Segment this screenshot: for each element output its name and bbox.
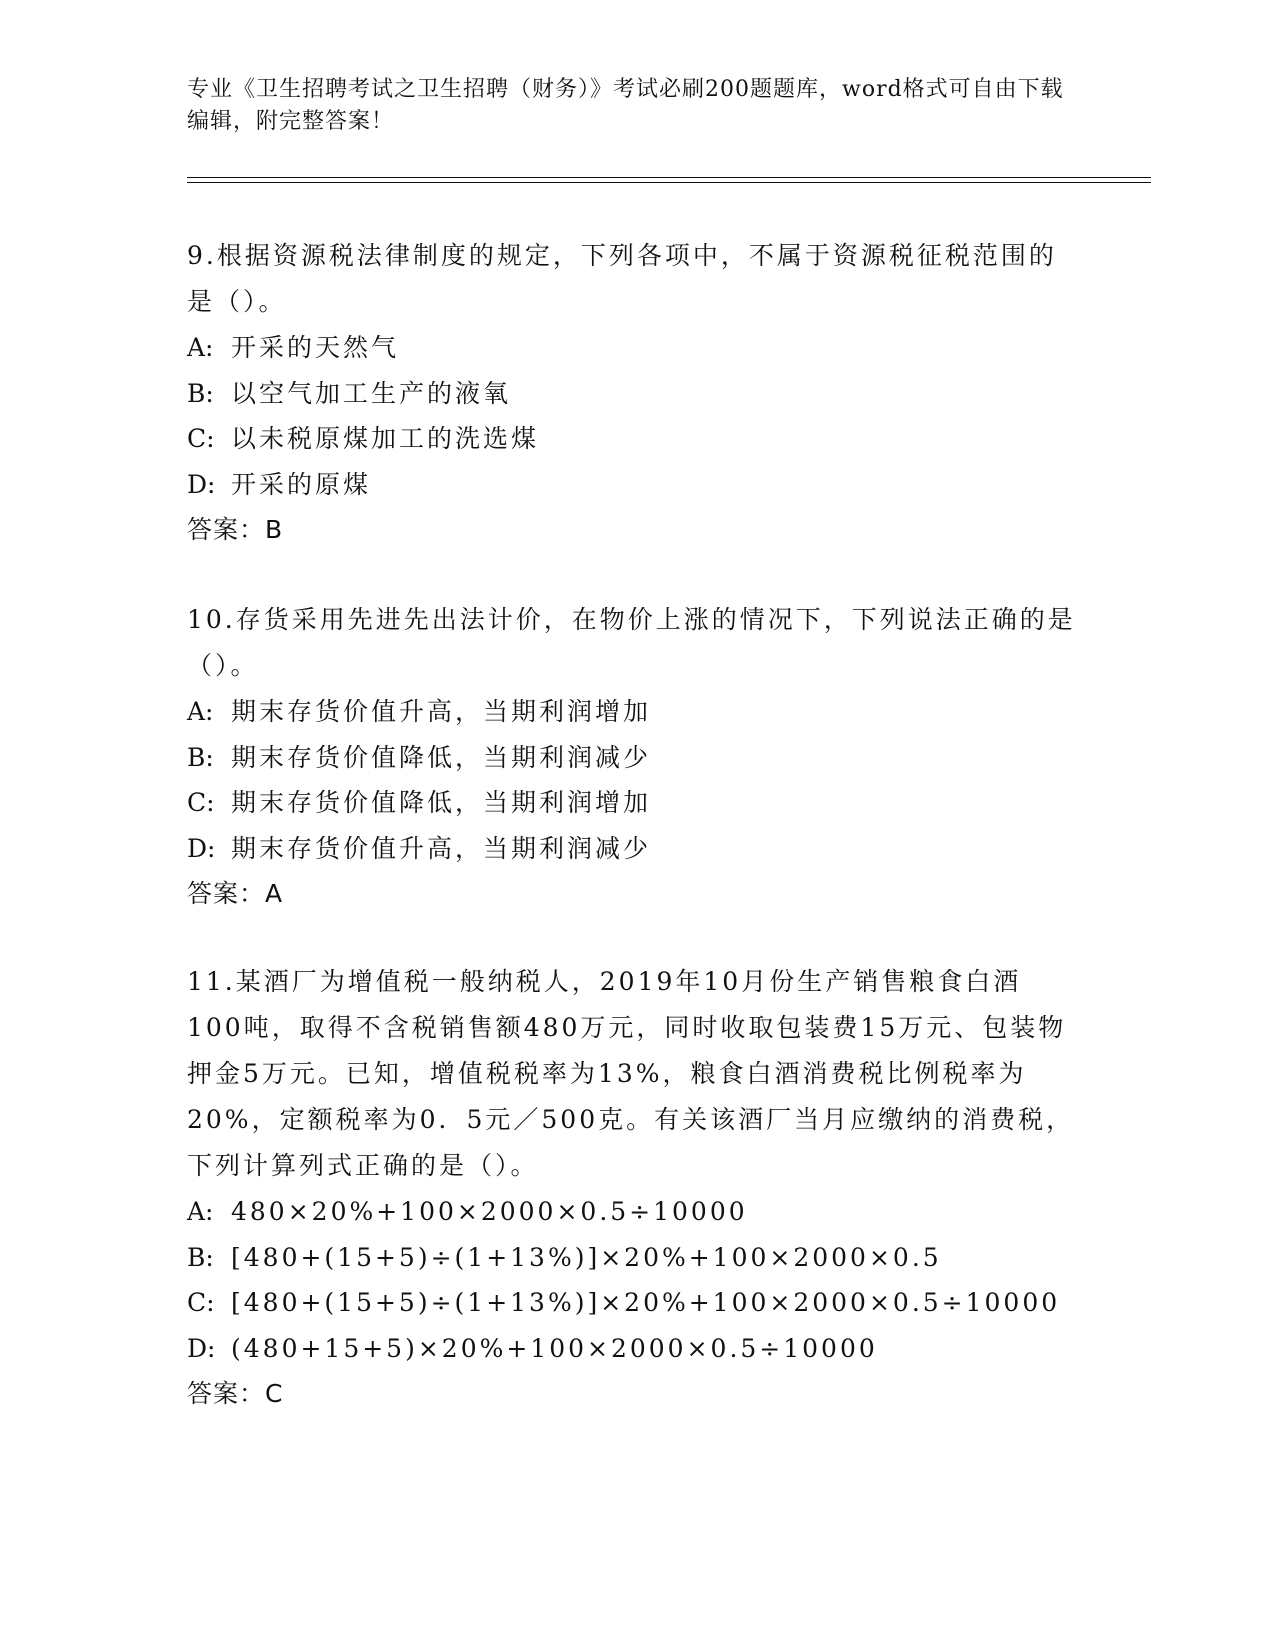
option-b [187,735,1077,781]
option-text: 期末存货价值升高，当期利润减少 [231,833,652,863]
option-d [187,462,1077,508]
answer: 答案：A [187,879,284,908]
option-label: D: [187,469,216,499]
answer: 答案：B [187,515,284,544]
option-label: B: [187,1242,214,1272]
question-stem: 10.存货采用先进先出法计价，在物价上涨的情况下，下列说法正确的是（）。 [187,605,1076,680]
option-label: C: [187,1288,215,1317]
option-label: D: [187,833,216,863]
option-text: 开采的天然气 [231,333,400,362]
option-c [187,1280,1077,1326]
option-label: A: [187,1197,214,1226]
option-label: B: [187,742,214,772]
question-stem: 9.根据资源税法律制度的规定，下列各项中，不属于资源税征税范围的是（）。 [187,241,1057,316]
option-text: 以空气加工生产的液氧 [231,378,512,408]
option-d [187,1326,1077,1372]
question-10 [187,597,1077,917]
option-b [187,371,1077,417]
option-b [187,1235,1077,1281]
option-d [187,826,1077,872]
question-11 [187,959,1077,1417]
option-a [187,1189,1077,1235]
option-label: C: [187,424,215,453]
option-c [187,416,1077,462]
option-text: 480×20%+100×2000×0.5÷10000 [231,1197,748,1226]
option-text: 期末存货价值升高，当期利润增加 [231,697,652,726]
option-label: D: [187,1333,216,1363]
option-text: 期末存货价值降低，当期利润减少 [231,742,652,772]
answer: 答案：C [187,1379,284,1408]
question-9 [187,233,1077,553]
option-label: A: [187,333,214,362]
option-label: A: [187,697,214,726]
option-a [187,689,1077,735]
option-text: [480+(15+5)÷(1+13%)]×20%+100×2000×0.5÷10000 [231,1288,1061,1317]
option-text: [480+(15+5)÷(1+13%)]×20%+100×2000×0.5 [231,1242,942,1272]
document-header: 专业《卫生招聘考试之卫生招聘（财务）》考试必刷200题题库，word格式可自由下载编辑，附完整答案！ [187,77,1064,134]
header-divider-bottom [187,182,1151,183]
question-stem: 11.某酒厂为增值税一般纳税人，2019年10月份生产销售粮食白酒100吨，取得不含税销售额480万元，同时收取包装费15万元、包装物押金5万元。已知，增值税税率为13%，粮食白酒消费税比例税率为20%，定额税率为0．5元／500克。有关该酒厂当月应缴纳的消费税，下列计算列式正确的是（）。 [187,967,1075,1180]
option-text: 开采的原煤 [231,469,372,499]
option-text: (480+15+5)×20%+100×2000×0.5÷10000 [231,1333,878,1363]
option-label: C: [187,788,215,817]
option-label: B: [187,378,214,408]
option-text: 期末存货价值降低，当期利润增加 [231,788,652,817]
option-text: 以未税原煤加工的洗选煤 [231,424,540,453]
header-divider-top [187,177,1151,178]
option-c [187,780,1077,826]
option-a [187,325,1077,371]
